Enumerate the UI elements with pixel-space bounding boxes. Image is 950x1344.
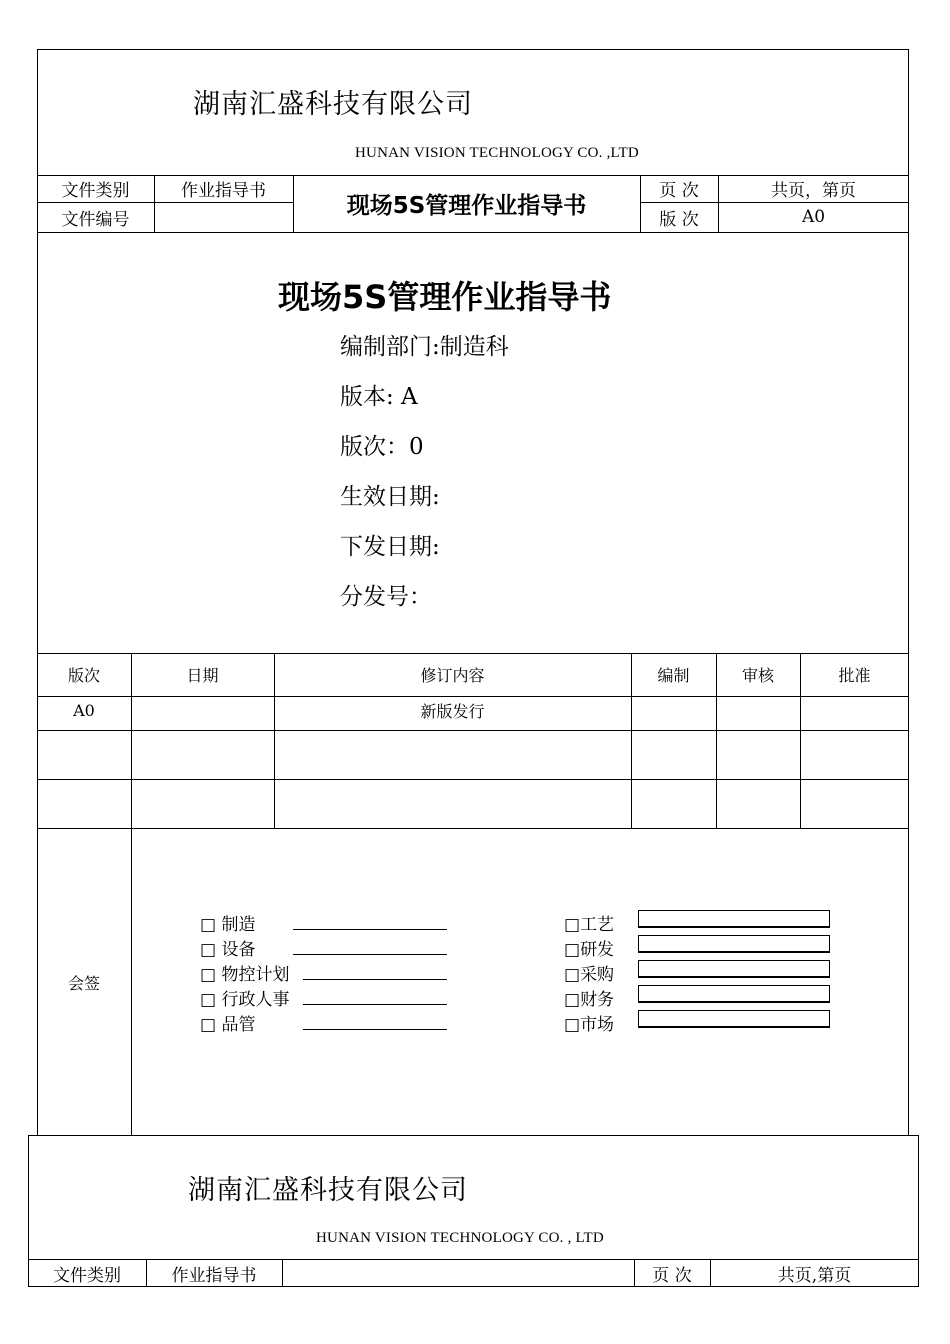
countersign-item-label: 采购 [580, 965, 615, 985]
footer-page-value: 共页,第页 [777, 1265, 852, 1286]
countersign-item-label: 财务 [580, 990, 615, 1010]
countersign-item-label: 物控计划 [221, 965, 290, 985]
doc-no-value [154, 202, 293, 232]
cover-version: 版本: A [340, 384, 418, 410]
edition-value: A0 [801, 207, 826, 227]
footer-doc-type-value: 作业指导书 [171, 1265, 257, 1286]
rev-header-edition: 版次 [67, 666, 100, 685]
signature-box[interactable] [638, 1010, 830, 1028]
footer-company-en: HUNAN VISION TECHNOLOGY CO. , LTD [316, 1230, 604, 1246]
rev-header-reviewed: 审核 [741, 666, 774, 685]
checkbox-icon: □ [564, 990, 581, 1010]
header-company-cn: 湖南汇盛科技有限公司 [193, 89, 473, 120]
countersign-item-process[interactable] [564, 910, 614, 935]
countersign-item-manufacturing[interactable] [200, 910, 255, 935]
checkbox-icon: □ [564, 965, 581, 985]
countersign-item-admin-hr[interactable] [200, 985, 289, 1010]
countersign-item-label: 设备 [221, 940, 256, 960]
signature-box[interactable] [638, 910, 830, 928]
rev-row-line-2 [37, 730, 909, 731]
doc-type-value: 作业指导书 [181, 181, 266, 201]
rev-row-line-3 [37, 779, 909, 780]
countersign-item-label: 研发 [580, 940, 615, 960]
rev-table-bottom [37, 828, 909, 829]
doc-type-label: 文件类别 [61, 181, 130, 201]
rev-col-1 [131, 653, 132, 1149]
countersign-item-label: 工艺 [580, 915, 615, 935]
page-value: 共页，第页 [771, 181, 856, 201]
countersign-label: 会签 [67, 973, 100, 993]
signature-box[interactable] [638, 960, 830, 978]
table-row-content: 新版发行 [420, 701, 485, 721]
footer-page-label: 页 次 [652, 1265, 692, 1286]
signature-box[interactable] [638, 935, 830, 953]
signature-line[interactable] [303, 1004, 447, 1005]
countersign-item-finance[interactable] [564, 985, 614, 1010]
footer-company-cn: 湖南汇盛科技有限公司 [188, 1175, 468, 1206]
signature-box[interactable] [638, 985, 830, 1003]
rev-header-date: 日期 [186, 666, 219, 685]
cover-dept: 编制部门:制造科 [340, 334, 509, 360]
checkbox-icon: □ [200, 965, 217, 985]
doc-no-label: 文件编号 [61, 209, 130, 230]
checkbox-icon: □ [564, 940, 581, 960]
checkbox-icon: □ [564, 915, 581, 935]
signature-line[interactable] [293, 954, 447, 955]
cover-edition: 版次：0 [340, 434, 424, 460]
checkbox-icon: □ [200, 940, 217, 960]
countersign-item-label: 制造 [221, 915, 256, 935]
header-table-bottom [37, 232, 909, 233]
footer-doc-type-label: 文件类别 [53, 1265, 121, 1286]
rev-header-approved: 批准 [838, 666, 871, 685]
rev-header-prepared: 编制 [657, 666, 690, 685]
countersign-item-quality[interactable] [200, 1010, 255, 1035]
countersign-item-label: 品管 [221, 1015, 256, 1035]
countersign-item-material-planning[interactable] [200, 960, 289, 985]
countersign-item-rnd[interactable] [564, 935, 614, 960]
page-label: 页 次 [659, 181, 699, 201]
signature-line[interactable] [303, 979, 447, 980]
footer-blank [282, 1259, 634, 1287]
cover-title: 现场5S管理作业指导书 [278, 278, 612, 316]
countersign-item-marketing[interactable] [564, 1010, 614, 1035]
cover-distribution-no: 分发号： [340, 584, 432, 610]
countersign-item-label: 行政人事 [221, 990, 290, 1010]
signature-line[interactable] [293, 929, 447, 930]
table-row-edition: A0 [73, 700, 95, 720]
cover-effective-date: 生效日期: [340, 484, 440, 510]
signature-line[interactable] [303, 1029, 447, 1030]
countersign-item-label: 市场 [580, 1015, 615, 1035]
doc-title: 现场5S管理作业指导书 [346, 193, 587, 219]
rev-header-content: 修订内容 [420, 666, 485, 685]
checkbox-icon: □ [200, 1015, 217, 1035]
checkbox-icon: □ [564, 1015, 581, 1035]
countersign-item-purchasing[interactable] [564, 960, 614, 985]
countersign-item-equipment[interactable] [200, 935, 255, 960]
edition-label: 版 次 [659, 209, 699, 230]
checkbox-icon: □ [200, 990, 217, 1010]
checkbox-icon: □ [200, 915, 217, 935]
header-company-en: HUNAN VISION TECHNOLOGY CO. ,LTD [355, 145, 639, 161]
table-row-date [131, 696, 274, 724]
cover-issue-date: 下发日期: [340, 534, 440, 560]
